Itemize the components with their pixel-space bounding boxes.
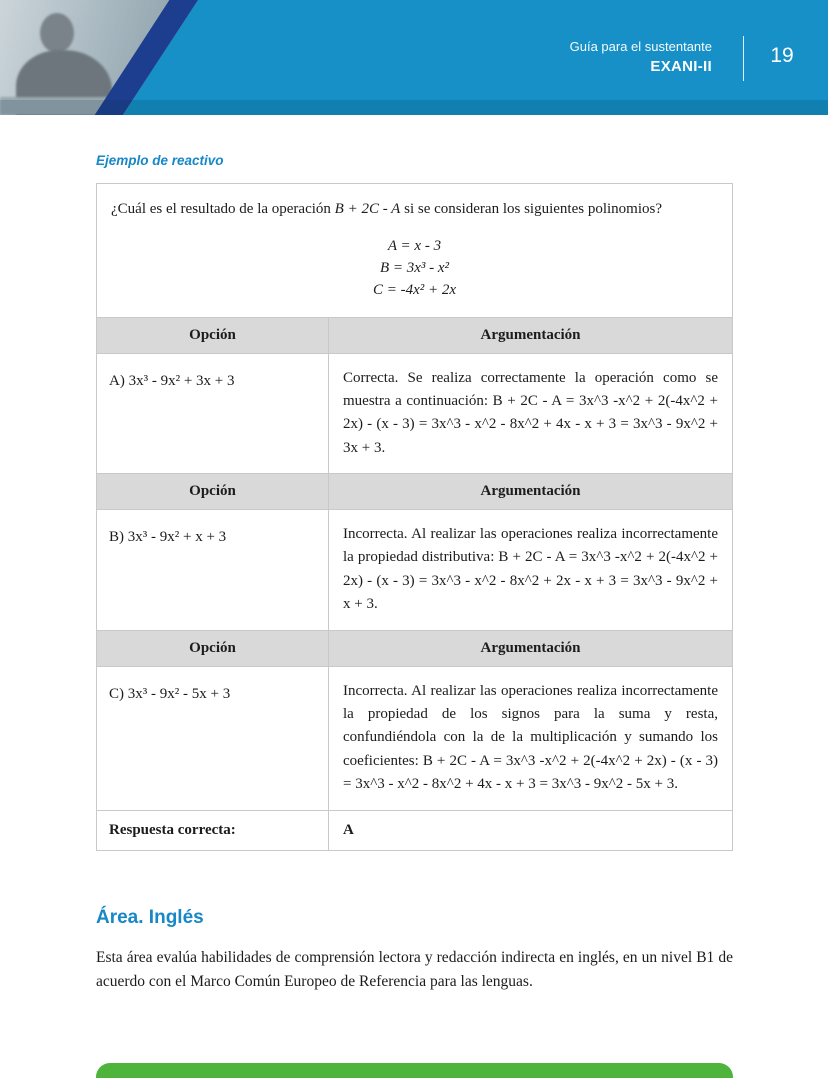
question-math: B + 2C - A bbox=[334, 201, 401, 217]
header-photo bbox=[0, 0, 198, 115]
question-suffix: si se consideran los siguientes polinomios? bbox=[400, 201, 662, 217]
answer-value: A bbox=[329, 810, 733, 850]
answer-row bbox=[97, 810, 733, 850]
exam-name: EXANI-II bbox=[650, 58, 712, 75]
header-bottom-shade bbox=[0, 100, 828, 115]
equation-b: B = 3x³ - x² bbox=[379, 259, 450, 276]
table-header-row bbox=[97, 630, 733, 666]
question-row bbox=[97, 184, 733, 318]
reactivo-table bbox=[96, 183, 733, 851]
column-header-opcion: Opción bbox=[97, 474, 329, 510]
question-cell bbox=[97, 184, 733, 318]
header-divider bbox=[743, 36, 744, 81]
area-heading: Área. Inglés bbox=[96, 906, 204, 928]
page-header bbox=[0, 0, 828, 115]
header-titles bbox=[570, 39, 712, 75]
page-content bbox=[96, 115, 733, 994]
answer-label: Respuesta correcta: bbox=[97, 810, 329, 850]
argument-a: Correcta. Se realiza correctamente la operación como se muestra a continuación: B + 2C - A = 3x^3 -x^2 + 2(-4x^2 + 2x) - (x - 3) = 3x^3 - x^2 - 8x^2 + 4x - x + 3 = 3x^3 - 9x^2 + 3x + 3. bbox=[329, 353, 733, 474]
option-b: B) 3x³ - 9x² + x + 3 bbox=[97, 510, 329, 631]
table-row-option-a bbox=[97, 353, 733, 474]
page-number: 19 bbox=[770, 44, 794, 67]
question-text bbox=[111, 198, 718, 221]
question-prefix: ¿Cuál es el resultado de la operación bbox=[111, 201, 335, 217]
equation-a: A = x - 3 bbox=[387, 237, 442, 254]
table-row-option-c bbox=[97, 666, 733, 810]
table-header-row bbox=[97, 317, 733, 353]
argument-c: Incorrecta. Al realizar las operaciones realiza incorrectamente la propiedad de los signos para la suma y resta, confundiéndola con la de la multiplicación y sumando los coeficientes: B + 2C - A = 3x^3 -x^2 + 2(-4x^2 + 2x) - (x - 3) = 3x^3 - x^2 - 8x^2 + 4x - x + 3 = 3x^3 - 9x^2 - 5x + 3. bbox=[329, 666, 733, 810]
column-header-opcion: Opción bbox=[97, 317, 329, 353]
table-header-row bbox=[97, 474, 733, 510]
equation-c: C = -4x² + 2x bbox=[372, 281, 457, 298]
column-header-opcion: Opción bbox=[97, 630, 329, 666]
column-header-argumentacion: Argumentación bbox=[329, 630, 733, 666]
polynomial-equations bbox=[111, 235, 718, 301]
column-header-argumentacion: Argumentación bbox=[329, 474, 733, 510]
guide-title: Guía para el sustentante bbox=[569, 39, 712, 54]
option-a: A) 3x³ - 9x² + 3x + 3 bbox=[97, 353, 329, 474]
footer-bar bbox=[96, 1063, 733, 1078]
table-row-option-b bbox=[97, 510, 733, 631]
option-c: C) 3x³ - 9x² - 5x + 3 bbox=[97, 666, 329, 810]
argument-b: Incorrecta. Al realizar las operaciones realiza incorrectamente la propiedad distributiva: B + 2C - A = 3x^3 -x^2 + 2(-4x^2 + 2x) - (x - 3) = 3x^3 - x^2 - 8x^2 + 2x - x + 3 = 3x^3 - 9x^2 + x + 3. bbox=[329, 510, 733, 631]
column-header-argumentacion: Argumentación bbox=[329, 317, 733, 353]
photo-person-head bbox=[40, 13, 74, 53]
area-paragraph: Esta área evalúa habilidades de comprensión lectora y redacción indirecta en inglés, en un nivel B1 de acuerdo con el Marco Común Europeo de Referencia para las lenguas. bbox=[96, 948, 733, 990]
example-label: Ejemplo de reactivo bbox=[96, 153, 224, 168]
